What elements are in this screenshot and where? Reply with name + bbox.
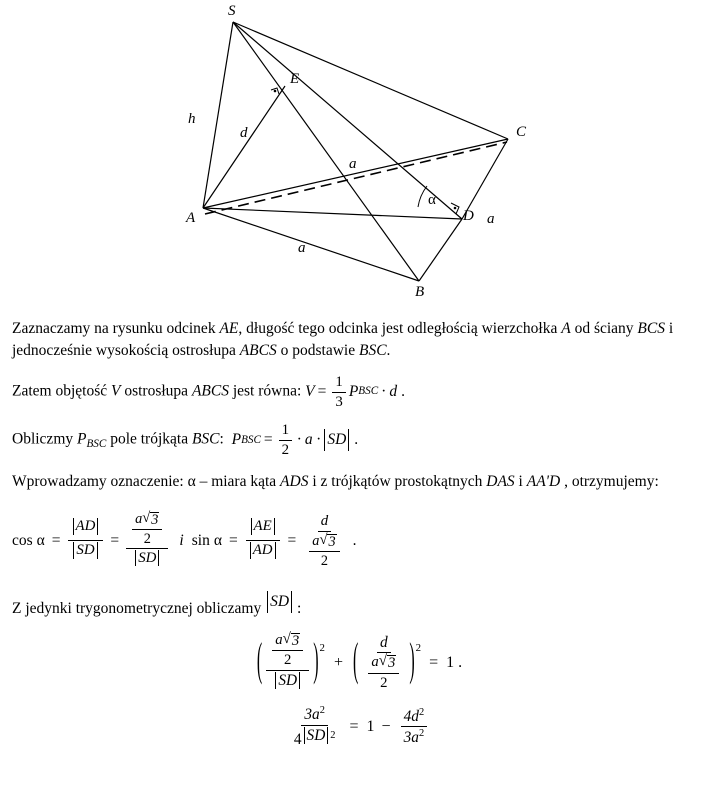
fraction-aroot3-over-2-over-SD: [266, 632, 309, 693]
p6-part-a: Z jedynki trygonometrycznej obliczamy: [12, 599, 266, 617]
equation-expanded: [12, 705, 706, 748]
paragraph-1: [12, 318, 706, 362]
geometry-figure: [0, 0, 718, 312]
p3-triangle-BSC: BSC: [191, 431, 220, 449]
cos-alpha: α: [36, 531, 45, 549]
radical-sign: √: [142, 509, 151, 526]
sin-equals: =: [228, 531, 238, 549]
p4-part-d: , otrzymujemy:: [560, 472, 659, 490]
paren-left: (: [256, 636, 263, 686]
p3-P: P: [77, 431, 87, 449]
p1-part-c: od ściany: [570, 320, 638, 337]
fraction-denominator: 2: [284, 652, 292, 669]
abs-AD: AD: [71, 518, 101, 535]
p4-part-b: i z trójkątów prostokątnych: [308, 472, 487, 490]
fraction-numerator: [368, 654, 399, 673]
paragraph-5-trig: [12, 511, 706, 571]
identity-rhs: 1: [446, 653, 455, 671]
paragraph-2: [12, 374, 706, 410]
equation-pythagorean-identity: [12, 632, 706, 693]
fraction-numerator: [272, 632, 303, 651]
p1-solid-ABCS: ABCS: [239, 342, 277, 359]
figure-label-B: B: [415, 284, 425, 300]
exponent-2: 2: [415, 641, 422, 654]
eq-d: d: [389, 383, 398, 401]
denominator-exponent: 2: [418, 728, 425, 740]
figure-label-C: C: [516, 124, 527, 140]
sqrt-coefficient: a: [275, 631, 283, 648]
p1-face-BCS: BCS: [637, 320, 665, 337]
fraction-denominator: 2: [143, 530, 151, 547]
eq-P-subscript: BSC: [358, 385, 379, 398]
fraction-numerator: [401, 707, 428, 727]
cos-equals-2: =: [110, 531, 120, 549]
figure-label-D: D: [463, 208, 474, 224]
eq-area-a-term: · a ·: [297, 431, 321, 449]
p3-P-subscript: BSC: [86, 438, 107, 451]
fraction-denominator: 2: [320, 552, 328, 569]
eq-area-abs-SD: SD: [322, 429, 351, 451]
fraction-aroot3-over-2: [272, 632, 303, 669]
abs-SD: SD: [133, 550, 161, 567]
fraction-numerator: [301, 705, 328, 725]
figure-angle-label-alpha: α: [428, 192, 436, 208]
fraction-aroot3-over-2: [309, 533, 339, 569]
sqrt-a-root-3: [275, 632, 300, 649]
fraction-aroot3-over-2: [132, 511, 162, 547]
p2-part-c: jest równa:: [228, 382, 306, 400]
fraction-d-over-aroot3-over-2: [303, 513, 345, 569]
figure-label-S: S: [228, 3, 236, 19]
p1-part-e: o podstawie: [276, 342, 359, 359]
denominator-exponent: 2: [330, 729, 336, 741]
solution-text: [12, 318, 706, 748]
sqrt-a-root-3: [371, 654, 396, 671]
sin-alpha: α: [213, 531, 222, 549]
figure-edge-label-a-mid: a: [349, 156, 357, 172]
expanded-one: 1: [366, 717, 375, 735]
sin-equals-2: =: [287, 531, 297, 549]
p4-triangle-DAS: DAS: [486, 472, 515, 490]
identity-period: .: [458, 653, 463, 671]
fraction-numerator: [132, 511, 162, 530]
figure-label-A: A: [186, 210, 196, 226]
abs-SD: SD: [273, 672, 302, 689]
numerator-exponent: 2: [418, 706, 425, 718]
p1-segment-AE: AE: [219, 320, 239, 337]
p2-symbol-V: V: [111, 382, 121, 400]
fraction-numerator: [309, 533, 339, 552]
fraction-numerator: 1: [332, 374, 345, 393]
p1-base-BSC: BSC: [358, 342, 387, 359]
p3-part-a: Obliczmy: [12, 431, 77, 449]
sqrt-coefficient: a: [312, 532, 320, 549]
fraction-aroot3-over-2-over-SD: [126, 511, 168, 571]
fraction-AD-over-SD: [68, 518, 104, 564]
fraction-numerator: [377, 634, 391, 653]
fraction-numerator: [318, 513, 331, 532]
fraction-denominator: [68, 541, 102, 563]
identity-equals: =: [429, 653, 439, 671]
figure-label-E: E: [290, 71, 300, 87]
p2-solid-ABCS: ABCS: [191, 382, 229, 400]
fraction-denominator: [270, 671, 305, 693]
radicand: 3: [328, 533, 336, 550]
fraction-denominator: 2: [380, 674, 388, 691]
fraction-denominator: 2: [281, 441, 290, 458]
p4-part-c: i: [514, 472, 527, 490]
trig-period: .: [352, 531, 357, 549]
radical-sign: √: [319, 531, 328, 548]
figure-edge-label-a-right: a: [487, 211, 495, 227]
paren-group-1: [256, 632, 320, 693]
fraction-4d2-over-3a2: [401, 707, 428, 747]
fraction-d-over-aroot3-over-2: [362, 634, 405, 691]
eq-area-equals: =: [263, 431, 273, 449]
radicand: 3: [151, 511, 159, 528]
p2-part-a: Zatem objętość: [12, 382, 111, 400]
fraction-numerator: [126, 511, 168, 549]
sqrt-a-root-3: [312, 533, 336, 550]
sqrt-a-root-3: [135, 511, 159, 528]
fraction-denominator: [245, 541, 281, 563]
equation-area: [232, 422, 352, 458]
radicand: 3: [291, 632, 300, 649]
paren-right: ): [409, 636, 415, 686]
numerator-exponent: 2: [319, 705, 325, 717]
figure-edge-label-a-bottom: a: [298, 240, 306, 256]
fraction-aroot3-over-2: [368, 654, 399, 691]
p3-part-b: pole trójkąta: [106, 431, 192, 449]
p1-part-a: Zaznaczamy na rysunku odcinek: [12, 320, 220, 337]
plus-sign: +: [333, 653, 343, 671]
eq-area-P-subscript: BSC: [241, 433, 261, 446]
fraction-denominator: 3: [335, 393, 343, 410]
fraction-one-third: [332, 374, 345, 410]
abs-AD: AD: [248, 542, 278, 559]
denominator-4: 4: [293, 730, 302, 748]
numerator-4d: 4d: [403, 707, 419, 725]
abs-SD: SD: [302, 727, 331, 744]
eq-area-P: P: [231, 431, 242, 449]
fraction-denominator: [291, 726, 339, 748]
radical-sign: √: [282, 630, 291, 647]
cos-equals: =: [51, 531, 61, 549]
p4-part-a: Wprowadzamy oznaczenie: α – miara kąta: [12, 472, 281, 490]
figure-edge-label-d: d: [240, 125, 248, 141]
p2-part-b: ostrosłupa: [120, 382, 192, 400]
radical-sign: √: [378, 653, 387, 670]
p2-period: .: [401, 382, 405, 400]
expanded-minus: −: [381, 717, 391, 735]
abs-AE: AE: [249, 518, 277, 535]
p6-colon: :: [297, 599, 302, 617]
eq-P: P: [348, 383, 359, 401]
p1-part-f: .: [386, 342, 391, 359]
paragraph-6: [12, 591, 706, 620]
sqrt-coefficient: a: [135, 510, 143, 527]
radicand: 3: [387, 655, 396, 672]
eq-dot: ·: [381, 383, 387, 401]
paragraph-4: [12, 471, 706, 493]
eq-equals: =: [317, 383, 327, 401]
paren-left: (: [353, 636, 359, 686]
p4-angle-ADS: ADS: [280, 472, 309, 490]
paren-group-2: [352, 634, 416, 691]
p3-colon: :: [219, 431, 224, 449]
fraction-numerator: [266, 632, 309, 671]
p3-period: .: [354, 431, 359, 449]
paragraph-3: [12, 422, 706, 458]
fraction-denominator: [401, 727, 428, 746]
fraction-one-half: [279, 422, 292, 458]
expanded-equals: =: [349, 717, 359, 735]
figure-svg: [0, 0, 718, 312]
p1-vertex-A: A: [561, 320, 571, 337]
fraction-AE-over-AD: [245, 518, 281, 564]
fraction-denominator: [362, 653, 405, 691]
equation-cos-sin: [12, 511, 356, 571]
denominator-3a: 3a: [403, 729, 419, 747]
abs-SD: SD: [71, 542, 99, 559]
cos-label: cos: [12, 531, 33, 549]
p1-part-b: , długość tego odcinka jest odległością wierzchołka: [238, 320, 562, 337]
fraction-numerator: [246, 518, 280, 541]
p6-abs-SD: SD: [265, 591, 294, 613]
fraction-numerator: 1: [279, 422, 292, 441]
figure-edge-label-h: h: [188, 111, 196, 127]
paren-right: ): [313, 636, 319, 686]
p1-part-d: i jednocześnie wysokością ostrosłupa: [12, 320, 674, 359]
conjunction-i: i: [179, 531, 184, 549]
fraction-3a2-over-4SD2: [291, 705, 339, 748]
eq-V: V: [305, 383, 315, 401]
sin-label: sin: [191, 531, 210, 549]
numerator-3a: 3a: [304, 706, 320, 724]
numerator-d: d: [379, 634, 388, 651]
fraction-denominator: [303, 532, 345, 569]
fraction-denominator: [130, 549, 164, 571]
exponent-1: 2: [319, 641, 325, 654]
expanded-row: [288, 705, 430, 748]
equation-volume: [305, 374, 397, 410]
p4-triangle-AAD: AA'D: [526, 472, 561, 490]
identity-row: [256, 632, 462, 693]
sqrt-coefficient: a: [371, 654, 379, 671]
numerator-d: d: [320, 512, 329, 529]
fraction-numerator: [68, 518, 104, 541]
